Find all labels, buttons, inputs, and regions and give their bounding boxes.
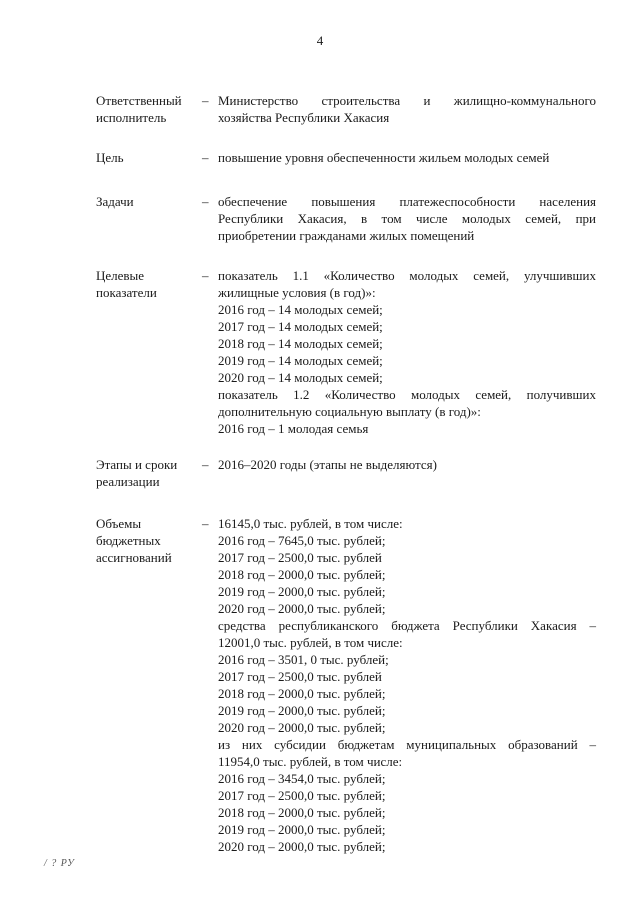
row-dash: –: [202, 194, 209, 209]
row-label: Этапы и сроки реализации: [96, 457, 178, 489]
row-label: Объемы бюджетных ассигнований: [96, 516, 172, 565]
row-dash: –: [202, 457, 209, 472]
content-line: 2020 год – 2000,0 тыс. рублей;: [218, 839, 386, 854]
content-line: приобретении гражданами жилых помещений: [218, 228, 475, 243]
row-content: [218, 92, 596, 126]
content-line: обеспечение повышения платежеспособности населения: [218, 194, 596, 209]
content-line: 2016 год – 3454,0 тыс. рублей;: [218, 771, 386, 786]
content-line: 2017 год – 2500,0 тыс. рублей;: [218, 788, 386, 803]
content-line: 2016 год – 3501, 0 тыс. рублей;: [218, 652, 389, 667]
content-line: 2020 год – 2000,0 тыс. рублей;: [218, 720, 386, 735]
content-line: дополнительную социальную выплату (в год)»:: [218, 404, 481, 419]
content-line: 2016–2020 годы (этапы не выделяются): [218, 457, 437, 472]
content-line: 2019 год – 2000,0 тыс. рублей;: [218, 703, 386, 718]
content-line: 11954,0 тыс. рублей, в том числе:: [218, 754, 403, 769]
content-line: 12001,0 тыс. рублей, в том числе:: [218, 635, 403, 650]
content-line: 2018 год – 2000,0 тыс. рублей;: [218, 805, 386, 820]
content-line: 2018 год – 2000,0 тыс. рублей;: [218, 686, 386, 701]
content-line: 16145,0 тыс. рублей, в том числе:: [218, 516, 403, 531]
content-line: 2016 год – 14 молодых семей;: [218, 302, 383, 317]
row-content: [218, 456, 596, 473]
content-line: 2019 год – 2000,0 тыс. рублей;: [218, 584, 386, 599]
content-line: хозяйства Республики Хакасия: [218, 110, 390, 125]
row-content: [218, 193, 596, 244]
content-line: Министерство строительства и жилищно-коммунального: [218, 93, 596, 108]
content-line: 2018 год – 2000,0 тыс. рублей;: [218, 567, 386, 582]
content-line: 2017 год – 14 молодых семей;: [218, 319, 383, 334]
row-dash: –: [202, 268, 209, 283]
content-line: 2018 год – 14 молодых семей;: [218, 336, 383, 351]
row-label: Задачи: [96, 194, 134, 209]
content-line: из них субсидии бюджетам муниципальных образований –: [218, 737, 596, 752]
content-line: 2017 год – 2500,0 тыс. рублей: [218, 550, 382, 565]
content-line: 2016 год – 1 молодая семья: [218, 421, 369, 436]
content-line: Республики Хакасия, в том числе молодых семей, при: [218, 211, 596, 226]
content-line: 2017 год – 2500,0 тыс. рублей: [218, 669, 382, 684]
content-line: показатель 1.2 «Количество молодых семей, получивших: [218, 387, 596, 402]
content-line: 2016 год – 7645,0 тыс. рублей;: [218, 533, 386, 548]
content-line: 2020 год – 14 молодых семей;: [218, 370, 383, 385]
footer-mark: / ? РУ: [44, 858, 75, 869]
content-line: средства республиканского бюджета Республики Хакасия –: [218, 618, 596, 633]
content-line: повышение уровня обеспеченности жильем молодых семей: [218, 150, 550, 165]
content-line: показатель 1.1 «Количество молодых семей, улучшивших: [218, 268, 596, 283]
row-label: Целевые показатели: [96, 268, 157, 300]
row-label: Цель: [96, 150, 124, 165]
content-line: 2019 год – 14 молодых семей;: [218, 353, 383, 368]
row-dash: –: [202, 516, 209, 531]
content-line: жилищные условия (в год)»:: [218, 285, 376, 300]
content-line: 2020 год – 2000,0 тыс. рублей;: [218, 601, 386, 616]
row-dash: –: [202, 150, 209, 165]
row-content: [218, 515, 596, 855]
page-number: 4: [316, 33, 324, 48]
row-dash: –: [202, 93, 209, 108]
content-line: 2019 год – 2000,0 тыс. рублей;: [218, 822, 386, 837]
row-content: [218, 267, 596, 437]
row-label: Ответственный исполнитель: [96, 93, 182, 125]
row-content: [218, 149, 596, 166]
